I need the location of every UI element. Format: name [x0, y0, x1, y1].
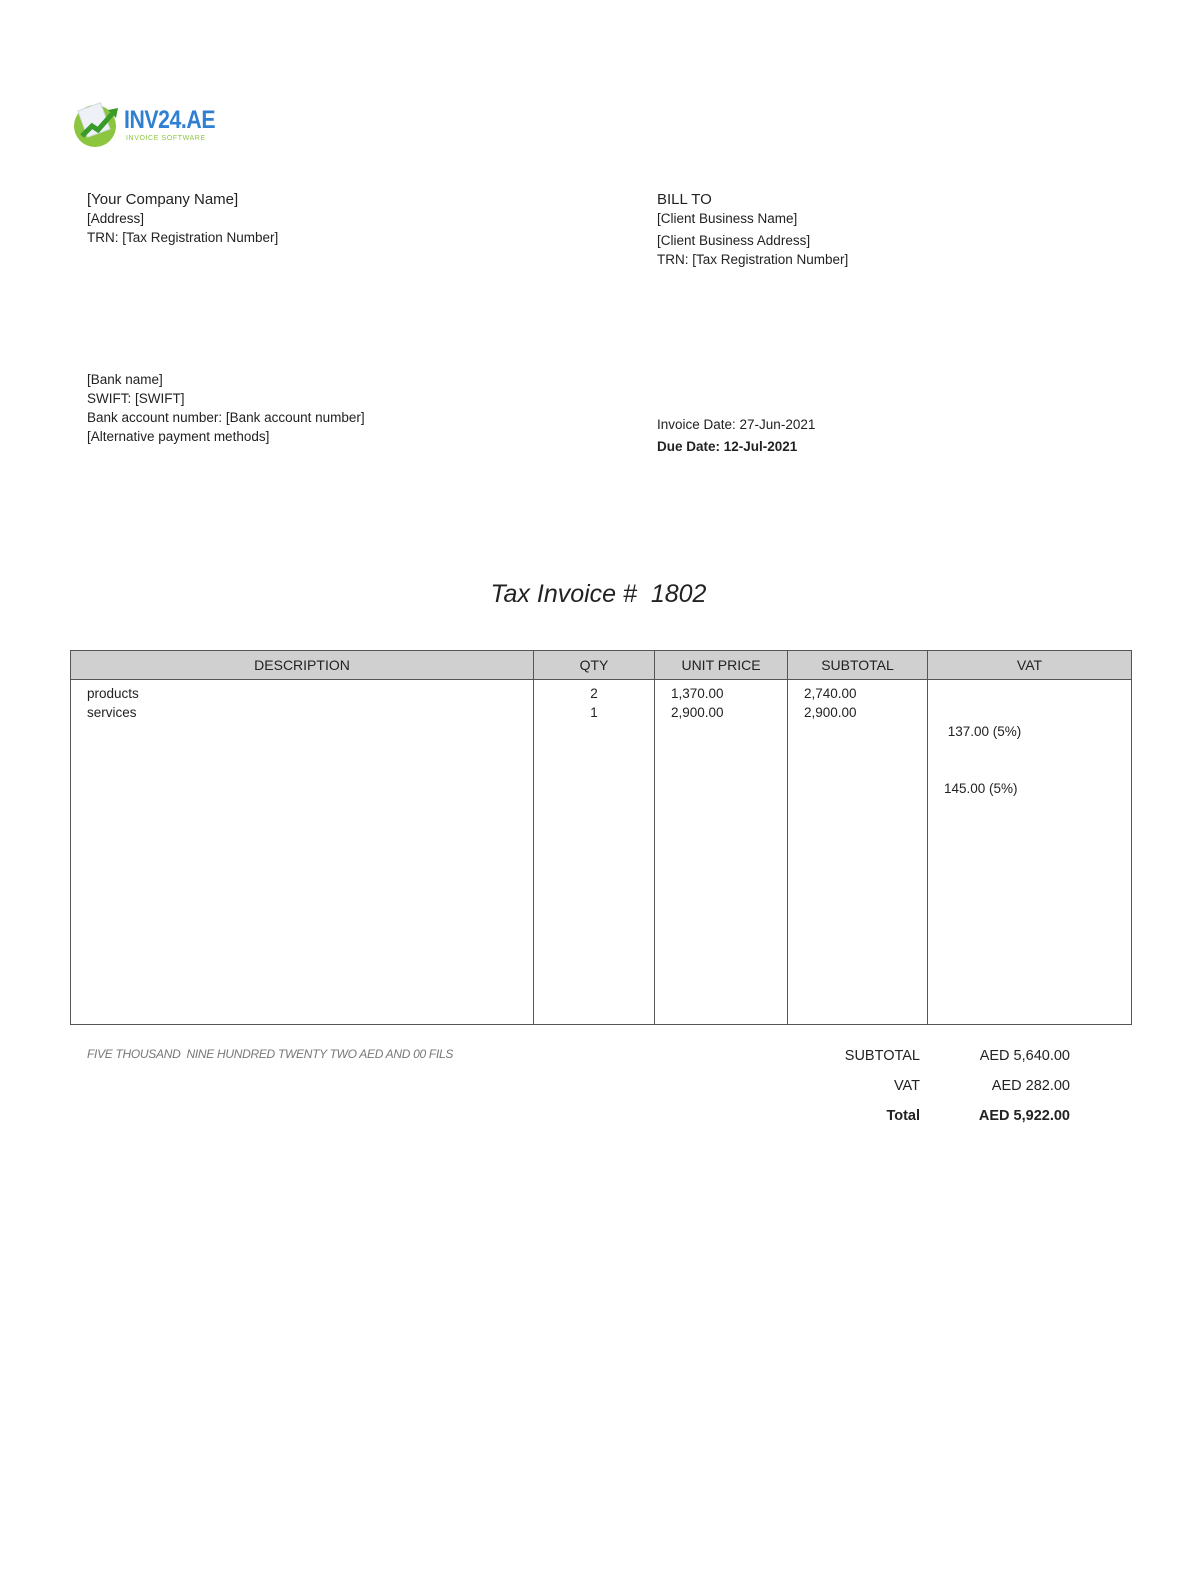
- header-description: DESCRIPTION: [71, 651, 534, 680]
- header-vat: VAT: [928, 651, 1132, 680]
- row-description: services: [87, 705, 137, 720]
- totals-vat-row: [800, 1078, 1070, 1108]
- due-date: Due Date: 12-Jul-2021: [657, 439, 798, 454]
- qty-column: [534, 680, 655, 1025]
- row-qty: 2: [590, 686, 598, 701]
- logo-icon: [72, 102, 122, 148]
- amount-in-words: FIVE THOUSAND NINE HUNDRED TWENTY TWO AED AND 00 FILS: [87, 1047, 454, 1061]
- row-unit-price: 1,370.00: [671, 686, 724, 701]
- bank-account: Bank account number: [Bank account number]: [87, 410, 365, 425]
- total-label: Total: [886, 1108, 920, 1124]
- header-qty: QTY: [534, 651, 655, 680]
- vat-value: AED 282.00: [991, 1078, 1070, 1094]
- line-items-table: [70, 650, 1132, 1025]
- seller-block: [87, 190, 278, 247]
- bill-to-heading: BILL TO: [657, 191, 712, 208]
- row-subtotal: 2,900.00: [804, 705, 857, 720]
- subtotal-value: AED 5,640.00: [979, 1048, 1070, 1064]
- row-unit-price: 2,900.00: [671, 705, 724, 720]
- vat-label: VAT: [893, 1078, 920, 1094]
- row-subtotal: 2,740.00: [804, 686, 857, 701]
- description-column: [71, 680, 534, 1025]
- bank-name: [Bank name]: [87, 372, 163, 387]
- bank-block: [87, 370, 365, 446]
- subtotal-label: SUBTOTAL: [844, 1048, 920, 1064]
- invoice-title: Tax Invoice # 1802: [490, 580, 707, 608]
- dates-block: [657, 415, 815, 456]
- row-vat: 145.00 (5%): [944, 781, 1018, 796]
- bank-swift: SWIFT: [SWIFT]: [87, 391, 185, 406]
- row-vat: 137.00 (5%): [944, 724, 1022, 739]
- bill-to-block: [657, 190, 848, 269]
- header-subtotal: SUBTOTAL: [788, 651, 928, 680]
- alternative-payment: [Alternative payment methods]: [87, 429, 270, 444]
- row-qty: 1: [590, 705, 598, 720]
- totals-block: [800, 1048, 1070, 1138]
- table-header-row: [71, 651, 1132, 680]
- row-description: products: [87, 686, 139, 701]
- logo-name: INV24.AE: [124, 106, 216, 134]
- unit-price-column: [655, 680, 788, 1025]
- client-name: [Client Business Name]: [657, 211, 798, 226]
- invoice-date: Invoice Date: 27-Jun-2021: [657, 417, 816, 432]
- logo-tagline: INVOICE SOFTWARE: [126, 135, 206, 142]
- client-trn: TRN: [Tax Registration Number]: [657, 252, 849, 267]
- totals-subtotal-row: [800, 1048, 1070, 1078]
- vat-column: [928, 680, 1132, 1025]
- table-body: [71, 680, 1132, 1025]
- total-value: AED 5,922.00: [978, 1108, 1070, 1124]
- client-address: [Client Business Address]: [657, 233, 811, 248]
- seller-trn: TRN: [Tax Registration Number]: [87, 230, 279, 245]
- seller-company: [Your Company Name]: [87, 191, 239, 208]
- seller-address: [Address]: [87, 211, 145, 226]
- header-unit-price: UNIT PRICE: [655, 651, 788, 680]
- totals-total-row: [800, 1108, 1070, 1138]
- subtotal-column: [788, 680, 928, 1025]
